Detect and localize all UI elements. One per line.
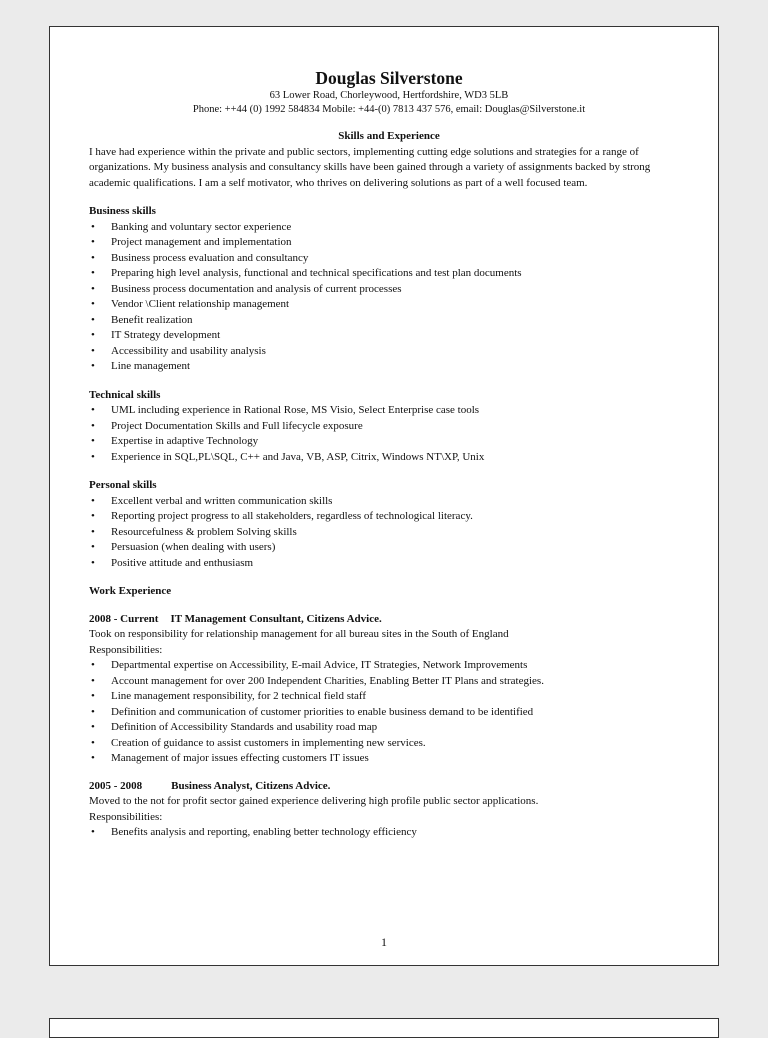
list-item: • Vendor \Client relationship management: [111, 297, 689, 313]
list-item: • Line management responsibility, for 2 technical field staff: [111, 689, 689, 705]
job-role: IT Management Consultant, Citizens Advice.: [170, 612, 382, 625]
personal-skills-heading: Personal skills: [89, 479, 157, 491]
business-skills-list: [89, 220, 689, 375]
list-item: • Account management for over 200 Independent Charities, Enabling Better IT Plans and strategies.: [111, 674, 689, 690]
contact-line: Phone: ++44 (0) 1992 584834 Mobile: +44-(0) 7813 437 576, email: Douglas@Silverstone.it: [192, 104, 586, 115]
address-line: 63 Lower Road, Chorleywood, Hertfordshire, WD3 5LB: [269, 90, 509, 101]
candidate-name: Douglas Silverstone: [315, 68, 463, 88]
job-dates: 2008 - Current: [89, 612, 159, 625]
list-item: • Reporting project progress to all stakeholders, regardless of technological literacy.: [111, 509, 689, 525]
personal-skills-list: [89, 494, 689, 572]
job-title-line: [89, 612, 689, 628]
technical-skills-list: [89, 403, 689, 465]
list-item: • Accessibility and usability analysis: [111, 344, 689, 360]
job-intro: Took on responsibility for relationship management for all bureau sites in the South of England: [89, 628, 509, 640]
list-item: • UML including experience in Rational Rose, MS Visio, Select Enterprise case tools: [111, 403, 689, 419]
list-item: • Departmental expertise on Accessibility, E-mail Advice, IT Strategies, Network Improvements: [111, 658, 689, 674]
list-item: • Business process evaluation and consultancy: [111, 251, 689, 267]
list-item: • IT Strategy development: [111, 328, 689, 344]
list-item: • Expertise in adaptive Technology: [111, 434, 689, 450]
list-item: • Business process documentation and analysis of current processes: [111, 282, 689, 298]
list-item: • Project management and implementation: [111, 235, 689, 251]
job-title-line: [89, 779, 689, 795]
job-intro: Moved to the not for profit sector gained experience delivering high profile public sector applications.: [89, 795, 539, 807]
list-item: • Excellent verbal and written communication skills: [111, 494, 689, 510]
summary-paragraph: I have had experience within the private and public sectors, implementing cutting edge solutions and strategies for a range of organizations. My business analysis and consultancy skills have been gained through a variety of assignments backed by strong academic qualifications. I am a self motivator, who thrives on delivering solutions as part of a well focused team.: [89, 145, 651, 189]
job-role: Business Analyst, Citizens Advice.: [171, 779, 331, 792]
list-item: • Resourcefulness & problem Solving skills: [111, 525, 689, 541]
page-number: 1: [381, 935, 387, 949]
technical-skills-heading: Technical skills: [89, 388, 161, 401]
job-responsibilities-list: [89, 825, 689, 841]
responsibilities-label: Responsibilities:: [89, 643, 163, 656]
work-experience-heading: Work Experience: [89, 585, 172, 597]
responsibilities-label: Responsibilities:: [89, 810, 163, 823]
list-item: • Definition of Accessibility Standards and usability road map: [111, 720, 689, 736]
document-page: [49, 26, 719, 966]
list-item: • Benefit realization: [111, 313, 689, 329]
list-item: • Line management: [111, 359, 689, 375]
list-item: • Experience in SQL,PL\SQL, C++ and Java, VB, ASP, Citrix, Windows NT\XP, Unix: [111, 450, 689, 466]
list-item: • Management of major issues effecting customers IT issues: [111, 751, 689, 767]
list-item: • Benefits analysis and reporting, enabling better technology efficiency: [111, 825, 689, 841]
list-item: • Creation of guidance to assist customers in implementing new services.: [111, 736, 689, 752]
skills-experience-heading: Skills and Experience: [338, 130, 440, 142]
job-responsibilities-list: [89, 658, 689, 767]
list-item: • Preparing high level analysis, functional and technical specifications and test plan documents: [111, 266, 689, 282]
list-item: • Banking and voluntary sector experience: [111, 220, 689, 236]
job-dates: 2005 - 2008: [89, 779, 143, 792]
list-item: • Positive attitude and enthusiasm: [111, 556, 689, 572]
list-item: • Project Documentation Skills and Full lifecycle exposure: [111, 419, 689, 435]
next-page-edge: [49, 1018, 719, 1038]
resume-content: [89, 67, 689, 841]
business-skills-heading: Business skills: [89, 205, 156, 217]
list-item: • Definition and communication of customer priorities to enable business demand to be identified: [111, 705, 689, 721]
list-item: • Persuasion (when dealing with users): [111, 540, 689, 556]
